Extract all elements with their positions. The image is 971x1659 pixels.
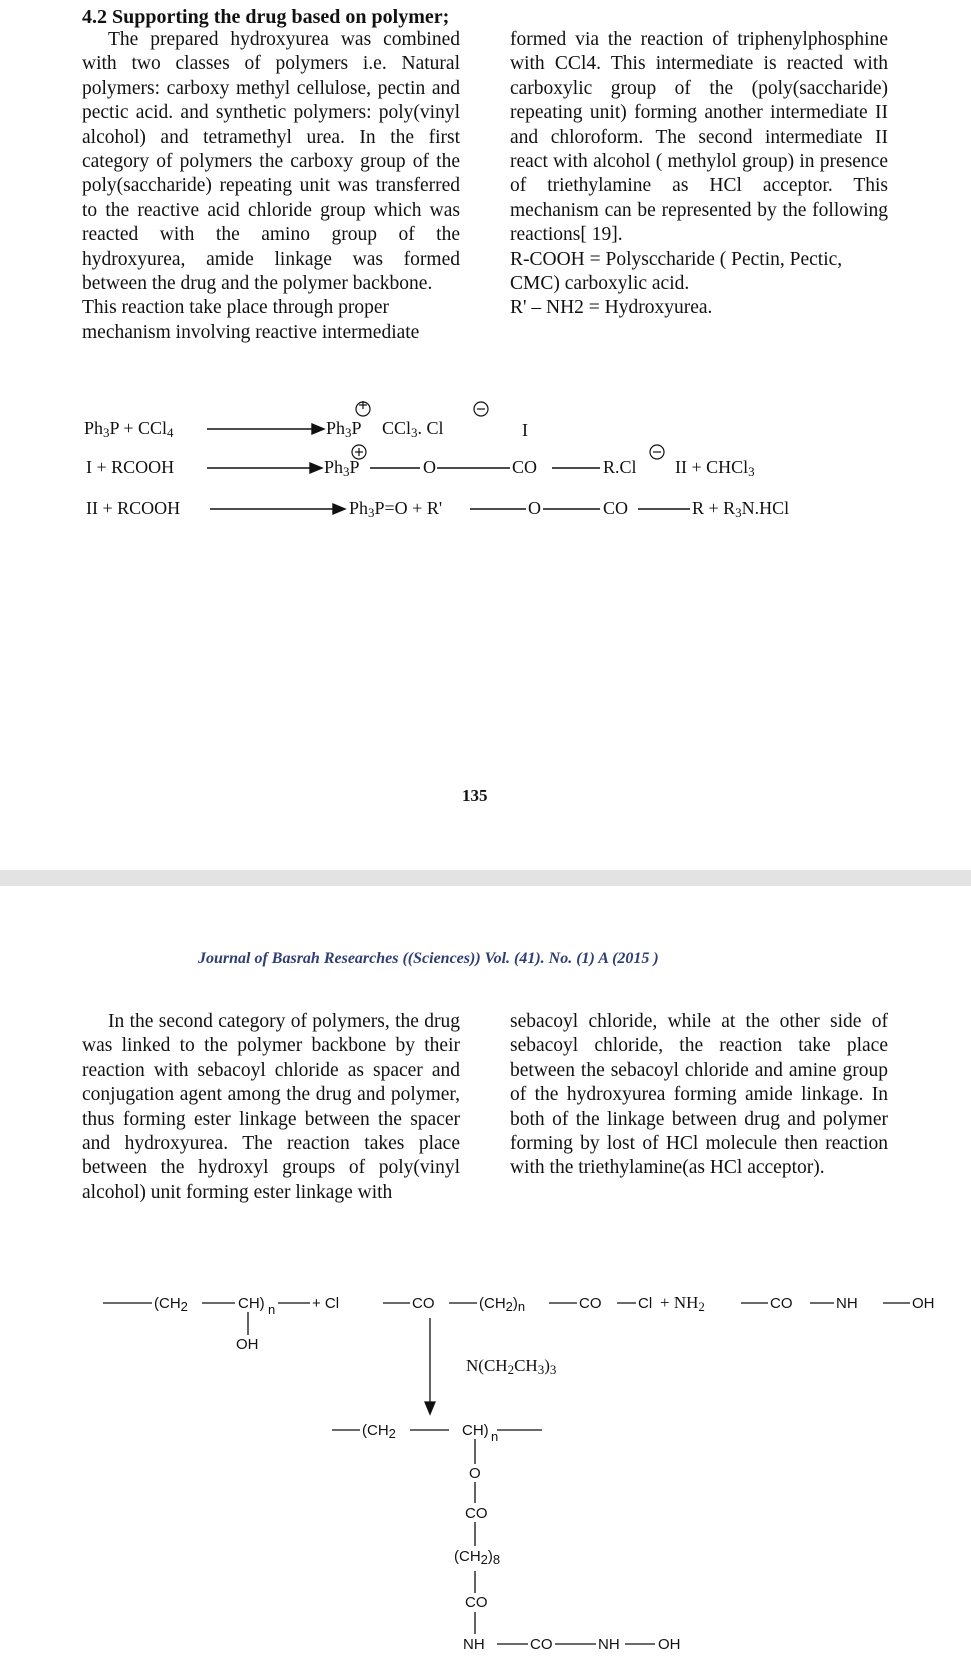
journal-header: Journal of Basrah Researches ((Sciences)) Vol. (41). No. (1) A (2015 ) <box>198 950 659 967</box>
left-paragraph: The prepared hydroxyurea was combined with two classes of polymers i.e. Natural polymers: carboxy methyl cellulose, pectin and pectic acid. and synthetic polymers: poly(vinyl alcohol) and tetramethyl urea. In the first category of polymers the carboxy group of the poly(saccharide) repeating unit was transferred to the reactive acid chloride group which was reacted with the amino group of the hydroxyurea, amide linkage was formed between the drug and the polymer backbone. <box>82 29 460 295</box>
reaction-2-products: II + CHCl$_3$ <box>675 457 755 479</box>
reaction-1-anion: CCl$_3$. Cl <box>382 418 444 440</box>
reaction-3-phosphine-oxide: $Ph_3P=O + R'$ <box>349 498 443 520</box>
product-ch2: ($CH_2$ <box>362 1422 396 1441</box>
product-methylene-chain: $(CH_2)_8$ <box>454 1548 501 1567</box>
reaction-2-ph3p: $Ph_3P$ <box>324 457 360 479</box>
scheme-carbonyl-1: CO <box>412 1295 435 1312</box>
right-paragraph: sebacoyl chloride, while at the other side of sebacoyl chloride, the reaction take place between the sebacoyl chloride and amine group of the hydroxyurea forming amide linkage. In both of the linkage between drug and polymer forming by lost of HCl molecule then reaction with the triethylamine(as HCl acceptor). <box>510 1011 888 1179</box>
product-oh: OH <box>658 1636 681 1653</box>
scheme-ch: CH) <box>238 1295 265 1312</box>
reaction-3-oxygen: O <box>528 498 541 518</box>
intermediate-I-label: I <box>522 420 528 440</box>
right-paragraph: formed via the reaction of triphenylphosphine with CCl4. This intermediate is reacted with carboxylic group of the (poly(saccharide) repeating unit) forming another intermediate II and chloroform. The second intermediate II react with alcohol ( methylol group) in presence of triethylamine as HCl acceptor. This mechanism can be represented by the following reactions[ 19]. <box>510 29 888 246</box>
product-carbonyl-3: CO <box>530 1636 553 1653</box>
scheme-ch2: ($CH_2$ <box>154 1295 188 1314</box>
scheme-hydroxyurea-oh: OH <box>912 1295 935 1312</box>
page-136 <box>0 886 971 1659</box>
scheme-n-subscript: n <box>268 1302 276 1317</box>
esterification-scheme-bonds <box>0 886 971 1659</box>
reaction-3-products: $R + R_3N.HCl$ <box>692 498 790 520</box>
scheme-carbonyl-3: CO <box>770 1295 793 1312</box>
scheme-plus-cl: + Cl <box>312 1295 340 1312</box>
scheme-methylene-chain: $(CH_2)_n$ <box>479 1295 526 1314</box>
reaction-2-rcl: R.Cl <box>603 457 637 477</box>
section-heading: 4.2 Supporting the drug based on polymer; <box>82 6 450 28</box>
reaction-3-carbonyl: CO <box>603 498 629 518</box>
definition-line-2: R' – NH2 = Hydroxyurea. <box>510 297 713 319</box>
product-ch: CH) <box>462 1422 489 1439</box>
product-nh: NH <box>598 1636 620 1653</box>
reaction-2-reactants: I + RCOOH <box>86 457 175 477</box>
scheme-chloride: Cl <box>638 1295 653 1312</box>
left-paragraph: In the second category of polymers, the drug was linked to the polymer backbone by their reaction with sebacoyl chloride as spacer and conjugation agent among the drug and polymer, thus forming ester linkage between the spacer and hydroxyurea. The reaction takes place between the hydroxyl groups of poly(vinyl alcohol) unit forming ester linkage with <box>82 1011 460 1203</box>
scheme-triethylamine-catalyst: $N(CH_2CH_3)_3$ <box>466 1356 557 1377</box>
scheme-carbonyl-2: CO <box>579 1295 602 1312</box>
scheme-hydroxyl: OH <box>236 1336 259 1353</box>
product-n-subscript: n <box>491 1429 499 1444</box>
definition-line-1: R-COOH = Polysccharide ( Pectin, Pectic, CMC) carboxylic acid. <box>510 248 843 295</box>
reaction-2-carbonyl: CO <box>512 457 538 477</box>
page-divider <box>0 870 971 886</box>
page-number: 135 <box>462 786 488 805</box>
reaction-2-oxygen: O <box>423 457 436 477</box>
product-carbonyl-2: CO <box>465 1594 488 1611</box>
reaction-1-phosphonium: $Ph_3P$ <box>326 418 362 440</box>
reaction-3-reactants: II + RCOOH <box>86 498 181 518</box>
scheme-amide-nh: NH <box>836 1295 858 1312</box>
product-amide-nh: NH <box>463 1636 485 1653</box>
product-ester-oxygen: O <box>469 1465 481 1482</box>
product-carbonyl-1: CO <box>465 1505 488 1522</box>
left-paragraph-2: This reaction take place through proper mechanism involving reactive intermediate <box>82 297 420 343</box>
reaction-1-reactants: $Ph_3P + CCl_4$ <box>84 418 174 440</box>
scheme-plus-amine: + $NH_2$ <box>660 1293 705 1314</box>
